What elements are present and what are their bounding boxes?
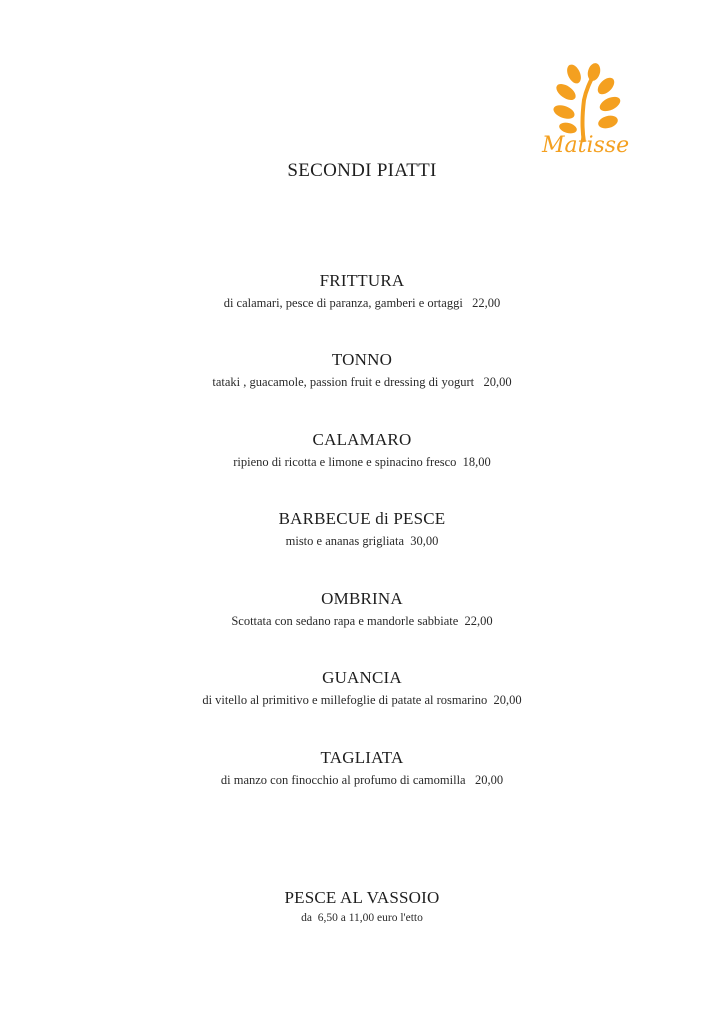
dish-description: misto e ananas grigliata 30,00 [285, 534, 439, 548]
dish-description: ripieno di ricotta e limone e spinacino fresco 18,00 [233, 455, 491, 469]
dish-name: CALAMARO [312, 430, 412, 449]
matisse-logo [538, 60, 634, 160]
dish-item [0, 588, 724, 630]
dish-item [0, 270, 724, 312]
dish-name: TONNO [331, 350, 393, 369]
brand-wordmark: Matisse [542, 133, 630, 158]
dish-item [0, 349, 724, 391]
special-name: PESCE AL VASSOIO [284, 888, 440, 907]
dish-description: Scottata con sedano rapa e mandorle sabbiate 22,00 [231, 614, 493, 628]
dish-name: GUANCIA [322, 668, 402, 687]
dish-item [0, 667, 724, 709]
dish-item [0, 429, 724, 471]
dish-name: OMBRINA [321, 589, 403, 608]
leaf-branch-icon [538, 60, 634, 160]
dish-description: di calamari, pesce di paranza, gamberi e ortaggi 22,00 [223, 296, 501, 310]
special-item [0, 887, 724, 927]
page-title: SECONDI PIATTI [287, 160, 437, 181]
dish-name: TAGLIATA [320, 748, 404, 767]
dish-item [0, 747, 724, 789]
dish-name: BARBECUE di PESCE [278, 509, 446, 528]
dish-description: di vitello al primitivo e millefoglie di patate al rosmarino 20,00 [202, 693, 522, 707]
dish-description: tataki , guacamole, passion fruit e dressing di yogurt 20,00 [212, 375, 512, 389]
special-description: da 6,50 a 11,00 euro l'etto [301, 912, 423, 924]
dish-name: FRITTURA [319, 271, 405, 290]
dish-item [0, 508, 724, 550]
dish-description: di manzo con finocchio al profumo di camomilla 20,00 [220, 773, 504, 787]
